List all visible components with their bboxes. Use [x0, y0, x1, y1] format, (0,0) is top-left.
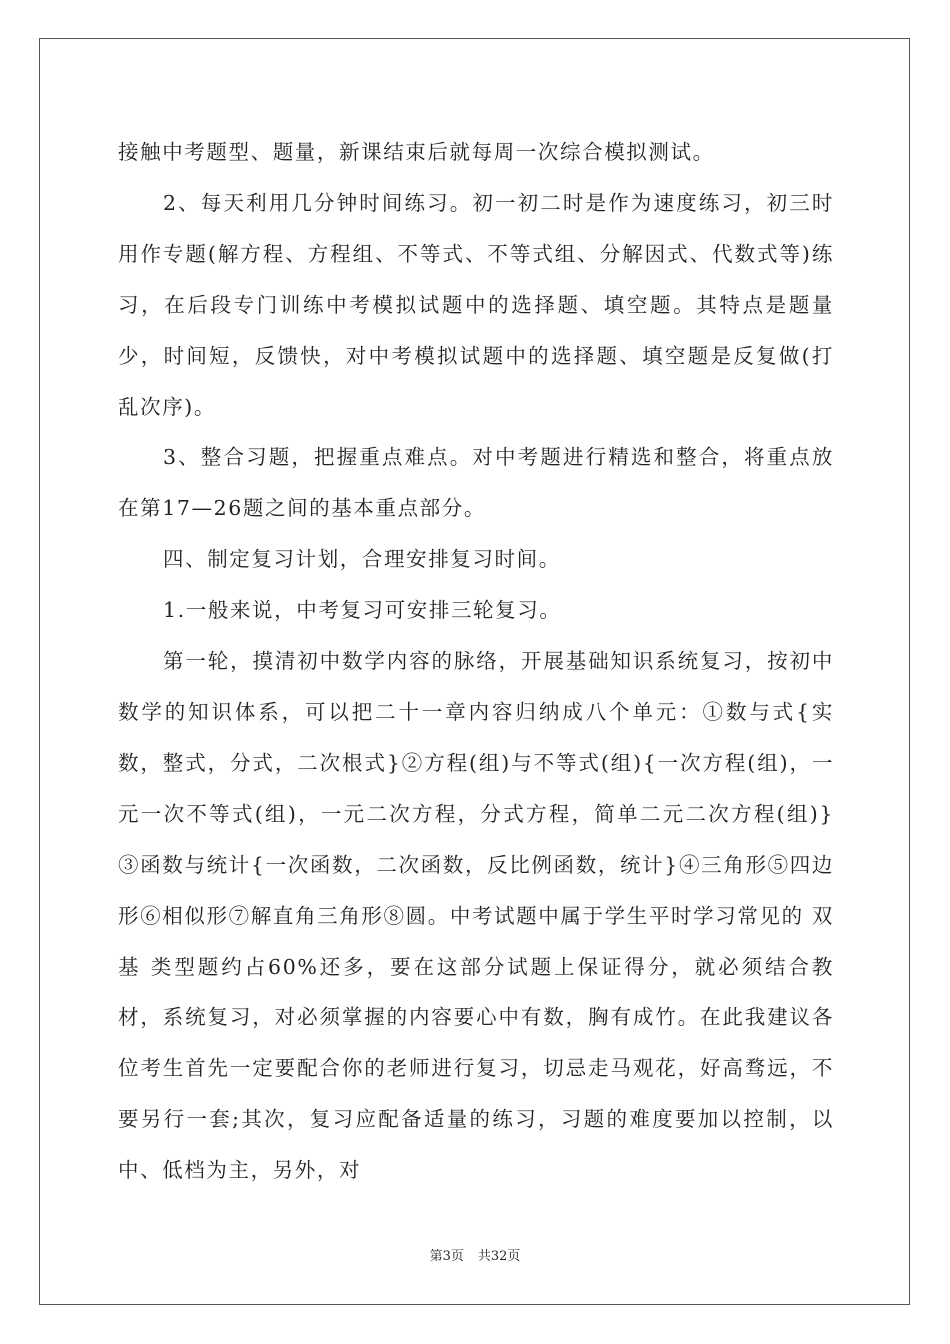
paragraph-item-3: 3、整合习题，把握重点难点。对中考题进行精选和整合，将重点放在第17—26题之间的基本重点部分。 [118, 445, 834, 521]
paragraph-item-2: 2、每天利用几分钟时间练习。初一初二时是作为速度练习，初三时用作专题(解方程、方程组、不等式、不等式组、分解因式、代数式等)练习，在后段专门训练中考模拟试题中的选择题、填空题。其特点是题量少，时间短，反馈快，对中考模拟试题中的选择题、填空题是反复做(打乱次序)。 [118, 190, 834, 419]
page-footer [0, 1245, 950, 1264]
page-total: 共32页 [477, 1249, 521, 1264]
paragraph-first-round: 第一轮，摸清初中数学内容的脉络，开展基础知识系统复习，按初中数学的知识体系，可以把二十一章内容归纳成八个单元：①数与式{实数，整式，分式，二次根式}②方程(组)与不等式(组){一次方程(组)，一元一次不等式(组)，一元二次方程，分式方程，简单二元二次方程(组)}③函数与统计{一次函数，二次函数，反比例函数，统计}④三角形⑤四边形⑥相似形⑦解直角三角形⑧圆。中考试题中属于学生平时学习常见的 双基 类型题约占60%还多，要在这部分试题上保证得分，就必须结合教材，系统复习，对必须掌握的内容要心中有数，胸有成竹。在此我建议各位考生首先一定要配合你的老师进行复习，切忌走马观花，好高骛远，不要另行一套;其次，复习应配备适量的练习，习题的难度要加以控制，以中、低档为主，另外，对 [118, 649, 834, 1183]
section-heading-4: 四、制定复习计划，合理安排复习时间。 [163, 547, 561, 572]
page-number: 第3页 [429, 1249, 464, 1264]
paragraph-subitem-1: 1.一般来说，中考复习可安排三轮复习。 [163, 598, 562, 623]
paragraph-continuation: 接触中考题型、题量，新课结束后就每周一次综合模拟测试。 [118, 140, 715, 164]
document-body [118, 127, 834, 1196]
